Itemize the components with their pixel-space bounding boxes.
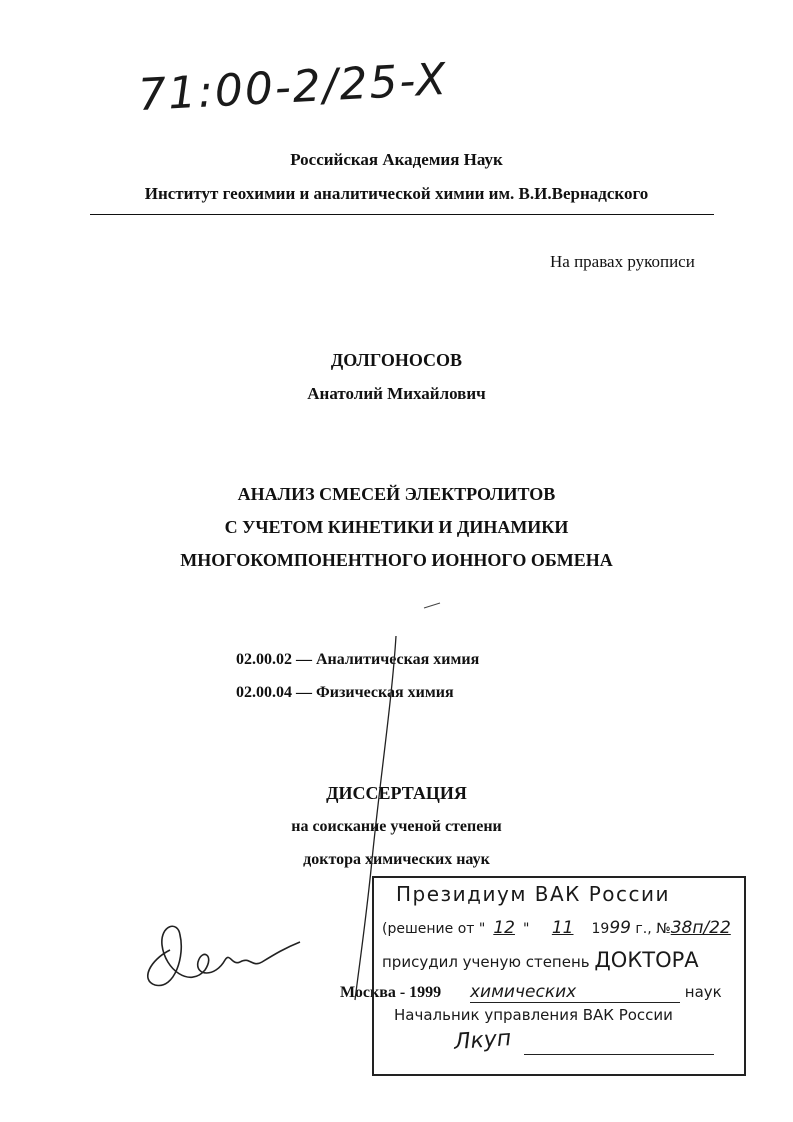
decision-month: 11 [551, 918, 574, 938]
decision-prefix: (решение от " [382, 921, 486, 937]
specialty-line: 02.00.04 — Физическая химия [236, 684, 454, 701]
city-year: Москва - 1999 [340, 984, 442, 1001]
decision-year-prefix: 19 [591, 921, 610, 937]
stamp-signature: Лкуп [453, 1026, 513, 1055]
dissertation-line: на соискание ученой степени [291, 818, 502, 835]
decision-day: 12 [493, 918, 515, 938]
decision-year-after: г., № [630, 921, 671, 937]
stamp-chief-line: Начальник управления ВАК России [394, 1006, 673, 1024]
institute-name: Институт геохимии и аналитической химии им. В.И.Вернадского [144, 184, 649, 203]
decision-quote: " [522, 921, 530, 937]
stamp-title: Президиум ВАК России [396, 882, 671, 906]
stamp-decision-line [382, 918, 731, 938]
stamp-awarded-line [382, 948, 699, 972]
field-handwritten: химических [470, 982, 680, 1003]
degree-label: ДОКТОРА [594, 948, 699, 972]
title-line: С УЧЕТОМ КИНЕТИКИ И ДИНАМИКИ [224, 517, 569, 537]
decision-year-suffix: 99 [609, 918, 631, 938]
awarded-prefix: присудил ученую степень [382, 953, 595, 971]
author-surname: ДОЛГОНОСОВ [330, 350, 463, 370]
title-line: АНАЛИЗ СМЕСЕЙ ЭЛЕКТРОЛИТОВ [237, 484, 556, 504]
handwritten-code: 71:00-2/25-X [136, 53, 450, 122]
field-suffix: наук [684, 983, 722, 1001]
author-signature [140, 910, 310, 1000]
author-given-names: Анатолий Михайлович [307, 384, 486, 403]
dissertation-label: ДИССЕРТАЦИЯ [326, 783, 467, 803]
manuscript-note: На правах рукописи [550, 252, 695, 271]
signature-underline [524, 1054, 714, 1055]
academy-name: Российская Академия Наук [290, 150, 503, 169]
stamp-field-line [470, 982, 722, 1003]
decision-number: 38п/22 [670, 918, 731, 938]
title-line: МНОГОКОМПОНЕНТНОГО ИОННОГО ОБМЕНА [180, 550, 613, 570]
vak-stamp [372, 876, 746, 1076]
specialty-line: 02.00.02 — Аналитическая химия [236, 651, 480, 668]
dissertation-line: доктора химических наук [303, 851, 490, 868]
